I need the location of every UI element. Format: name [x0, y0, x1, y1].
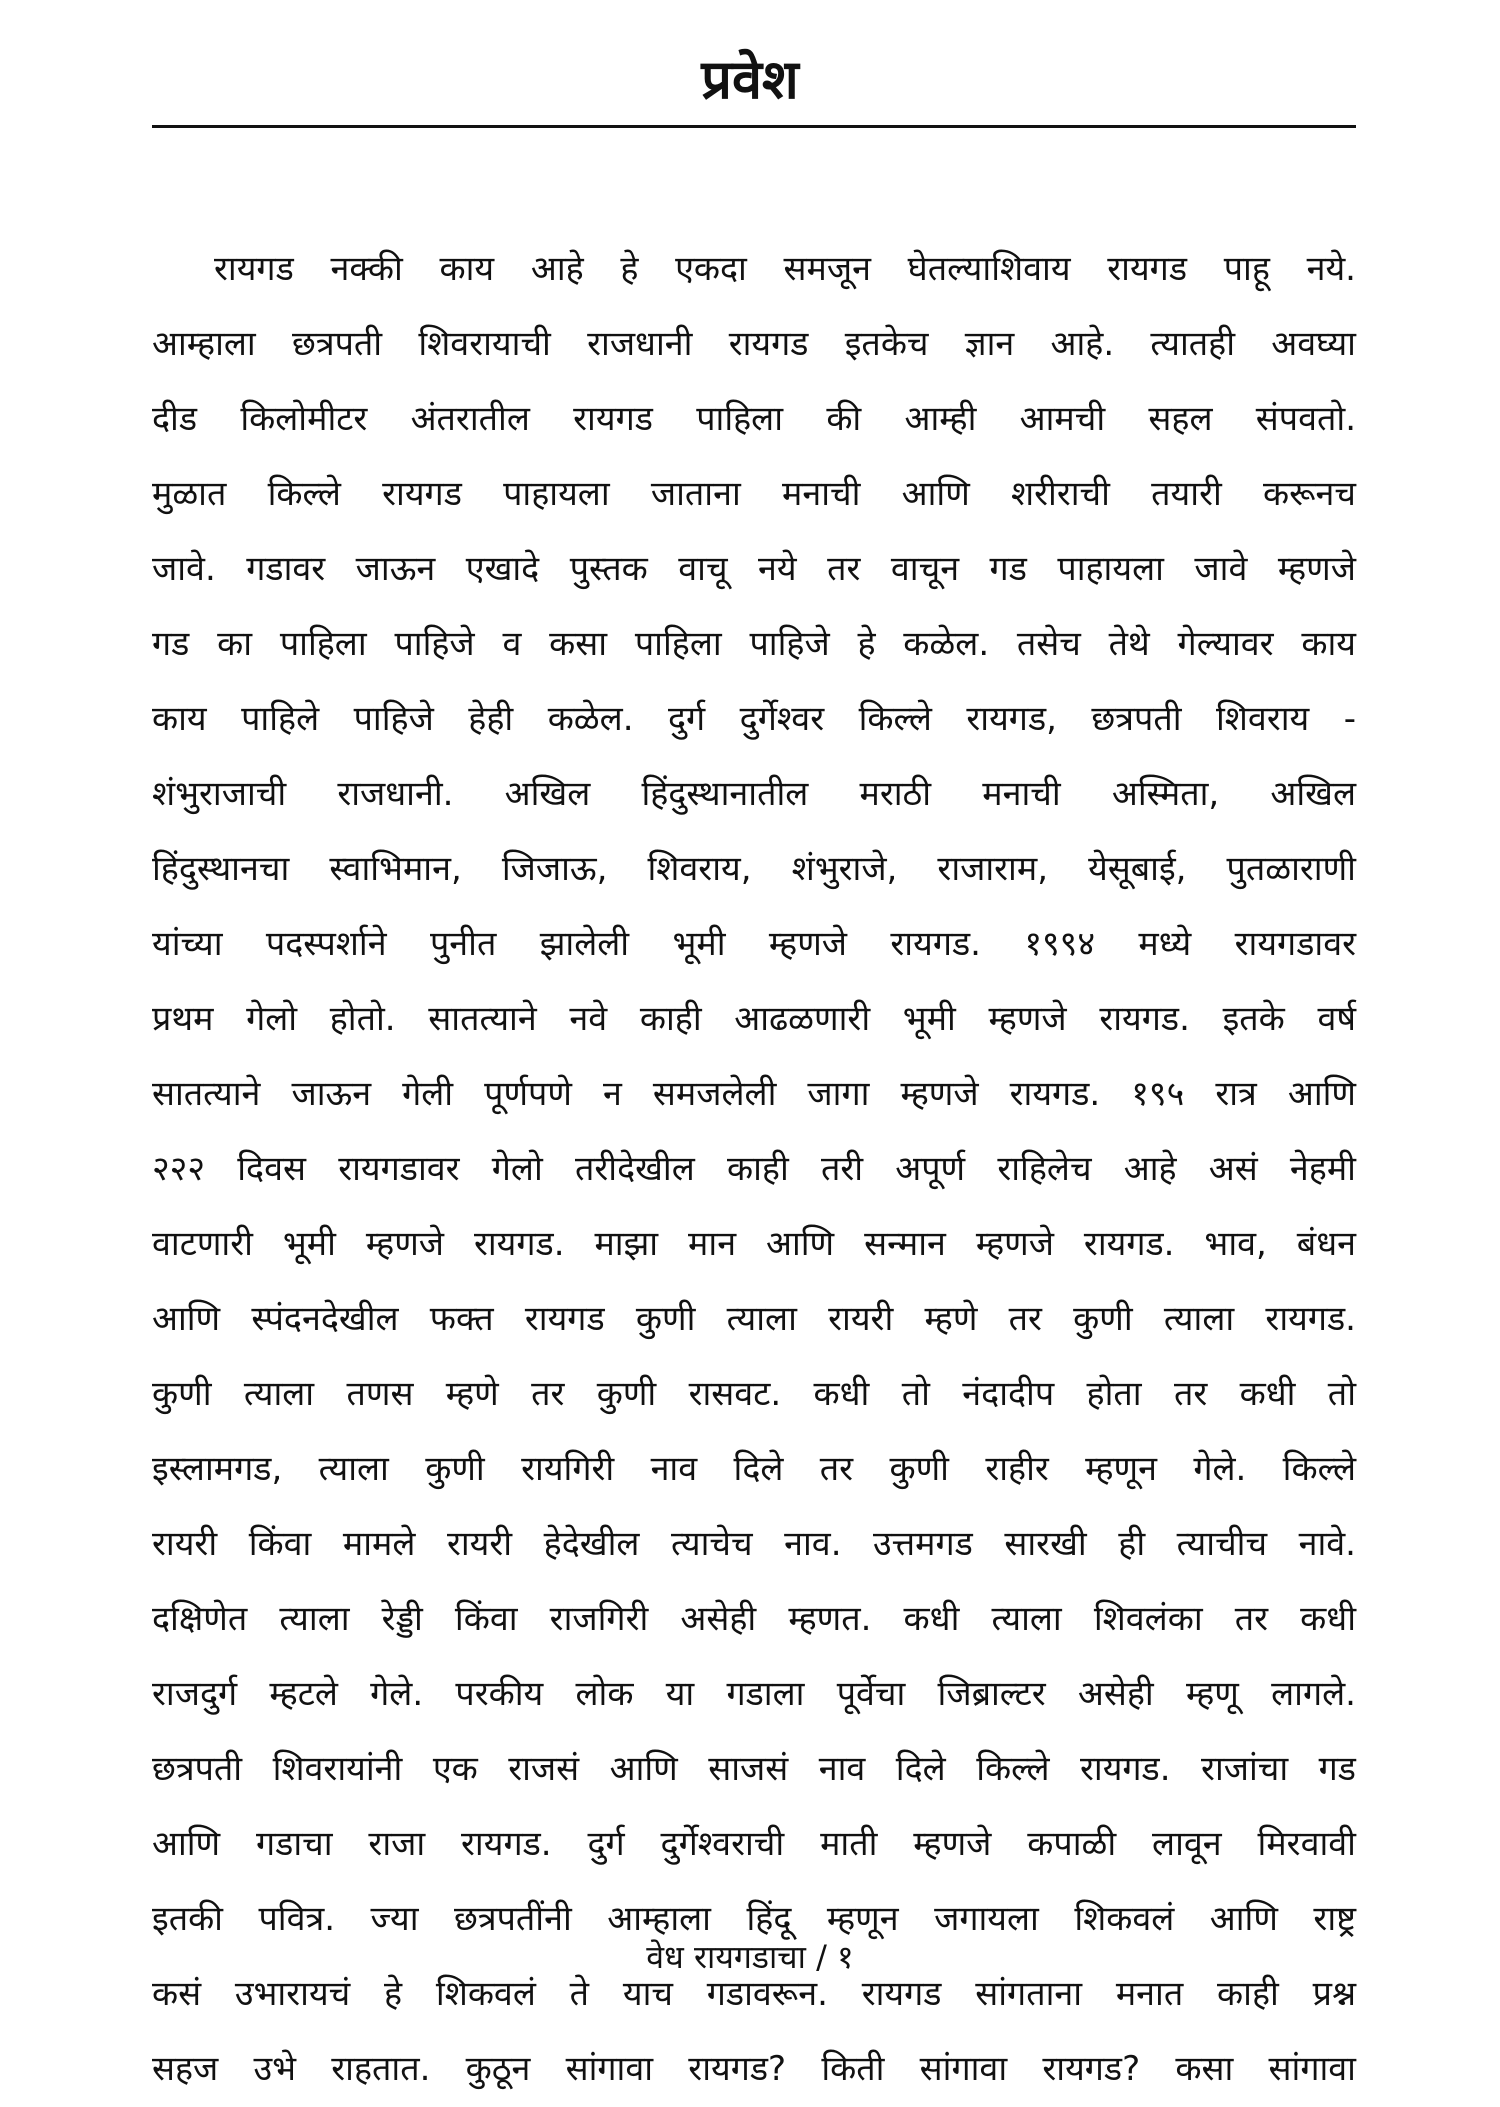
text-line: दक्षिणेत त्याला रेड्डी किंवा राजगिरी असेही म्हणत. कधी त्याला शिवलंका तर कधी: [152, 1599, 1356, 1639]
text-line: रायरी किंवा मामले रायरी हेदेखील त्याचेच नाव. उत्तमगड सारखी ही त्याचीच नावे.: [152, 1524, 1356, 1564]
text-line: प्रथम गेलो होतो. सातत्याने नवे काही आढळणारी भूमी म्हणजे रायगड. इतके वर्ष: [152, 999, 1356, 1039]
text-line: हिंदुस्थानचा स्वाभिमान, जिजाऊ, शिवराय, शंभुराजे, राजाराम, येसूबाई, पुतळाराणी: [152, 849, 1356, 889]
text-line: आणि स्पंदनदेखील फक्त रायगड कुणी त्याला रायरी म्हणे तर कुणी त्याला रायगड.: [152, 1299, 1356, 1339]
text-line: जावे. गडावर जाऊन एखादे पुस्तक वाचू नये तर वाचून गड पाहायला जावे म्हणजे: [152, 549, 1356, 589]
text-line: २२२ दिवस रायगडावर गेलो तरीदेखील काही तरी अपूर्ण राहिलेच आहे असं नेहमी: [152, 1149, 1356, 1189]
chapter-title: प्रवेश: [701, 48, 799, 111]
text-line: इस्लामगड, त्याला कुणी रायगिरी नाव दिले तर कुणी राहीर म्हणून गेले. किल्ले: [152, 1449, 1356, 1489]
text-line: आम्हाला छत्रपती शिवरायाची राजधानी रायगड इतकेच ज्ञान आहे. त्यातही अवघ्या: [152, 324, 1356, 364]
text-line: सहज उभे राहतात. कुठून सांगावा रायगड? किती सांगावा रायगड? कसा सांगावा: [152, 2049, 1356, 2089]
text-line: कसं उभारायचं हे शिकवलं ते याच गडावरून. रायगड सांगताना मनात काही प्रश्न: [152, 1974, 1356, 2014]
text-line: आणि गडाचा राजा रायगड. दुर्ग दुर्गेश्वराची माती म्हणजे कपाळी लावून मिरवावी: [152, 1824, 1356, 1864]
text-line: सातत्याने जाऊन गेली पूर्णपणे न समजलेली जागा म्हणजे रायगड. १९५ रात्र आणि: [152, 1074, 1356, 1114]
text-line: मुळात किल्ले रायगड पाहायला जाताना मनाची आणि शरीराची तयारी करूनच: [152, 474, 1356, 514]
text-line: दीड किलोमीटर अंतरातील रायगड पाहिला की आम्ही आमची सहल संपवतो.: [152, 399, 1356, 439]
text-line: छत्रपती शिवरायांनी एक राजसं आणि साजसं नाव दिले किल्ले रायगड. राजांचा गड: [152, 1749, 1356, 1789]
text-line: कुणी त्याला तणस म्हणे तर कुणी रासवट. कधी तो नंदादीप होता तर कधी तो: [152, 1374, 1356, 1414]
text-line: रायगड नक्की काय आहे हे एकदा समजून घेतल्याशिवाय रायगड पाहू नये.: [214, 249, 1356, 289]
page-footer: वेध रायगडाचा / १: [646, 1938, 854, 1976]
title-underline: [152, 125, 1356, 128]
text-line: शंभुराजाची राजधानी. अखिल हिंदुस्थानातील मराठी मनाची अस्मिता, अखिल: [152, 774, 1356, 814]
text-line: राजदुर्ग म्हटले गेले. परकीय लोक या गडाला पूर्वेचा जिब्राल्टर असेही म्हणू लागले.: [152, 1674, 1356, 1714]
text-line: वाटणारी भूमी म्हणजे रायगड. माझा मान आणि सन्मान म्हणजे रायगड. भाव, बंधन: [152, 1224, 1356, 1264]
text-line: यांच्या पदस्पर्शाने पुनीत झालेली भूमी म्हणजे रायगड. १९९४ मध्ये रायगडावर: [152, 924, 1356, 964]
text-line: गड का पाहिला पाहिजे व कसा पाहिला पाहिजे हे कळेल. तसेच तेथे गेल्यावर काय: [152, 624, 1356, 664]
text-line: इतकी पवित्र. ज्या छत्रपतींनी आम्हाला हिंदू म्हणून जगायला शिकवलं आणि राष्ट्र: [152, 1899, 1356, 1939]
body-paragraph: [152, 232, 1356, 2107]
text-line: काय पाहिले पाहिजे हेही कळेल. दुर्ग दुर्गेश्वर किल्ले रायगड, छत्रपती शिवराय -: [152, 699, 1356, 739]
